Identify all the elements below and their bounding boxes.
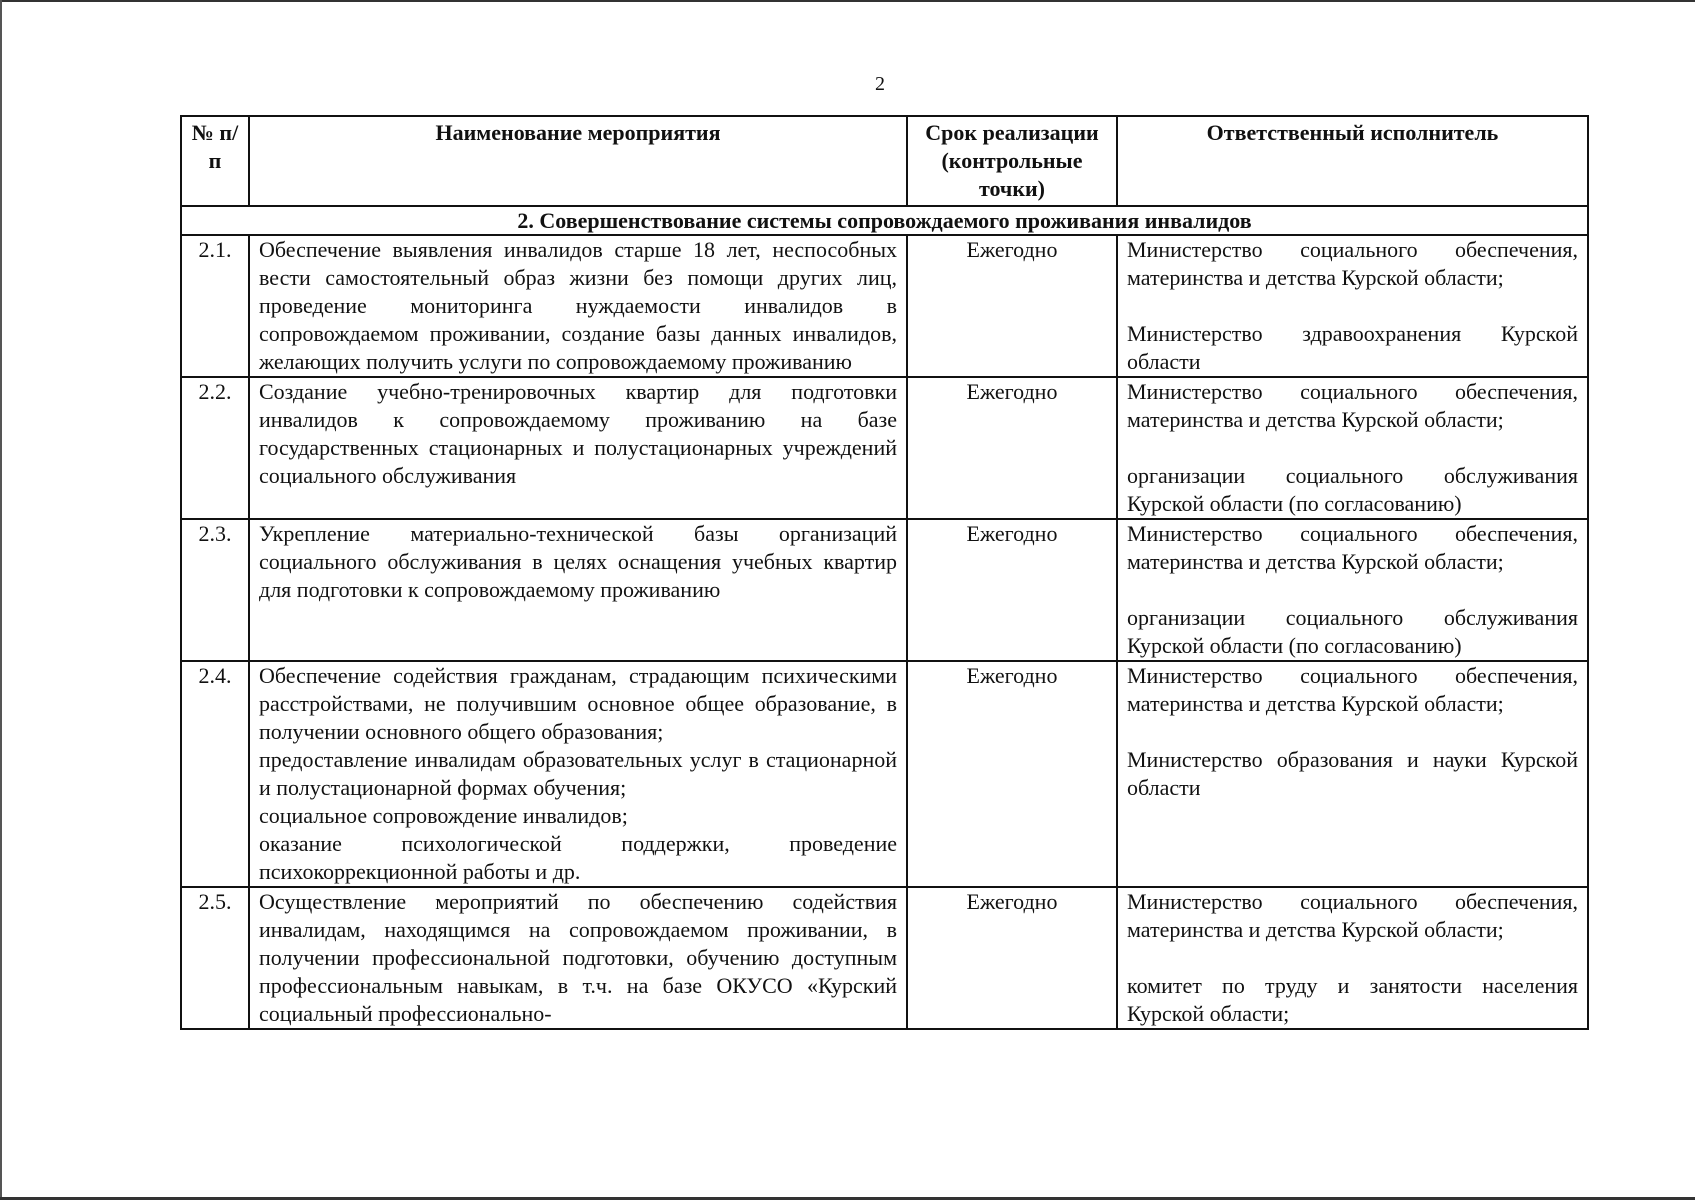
executor-text: Министерство социального обеспечения, материнства и детства Курской области; (1127, 237, 1578, 290)
executor-text: Министерство образования и науки Курской области (1127, 747, 1578, 800)
executor-text: Министерство социального обеспечения, материнства и детства Курской области; (1127, 521, 1578, 574)
row-measure-name (249, 661, 907, 887)
row-executor (1117, 519, 1588, 661)
table-row (181, 661, 1588, 887)
row-term: Ежегодно (907, 377, 1117, 519)
measure-text: Обеспечение выявления инвалидов старше 18 лет, неспособных вести самостоятельный образ жизни без помощи других лиц, проведение мониторинга нуждаемости инвалидов в сопровождаемом проживании, создание базы данных инвалидов, желающих получить услуги по сопровождаемому проживанию (259, 237, 897, 374)
row-number: 2.5. (181, 887, 249, 1029)
executor-gap (1127, 576, 1578, 604)
row-term: Ежегодно (907, 519, 1117, 661)
scan-edge-left (0, 0, 2, 1200)
row-number: 2.1. (181, 235, 249, 377)
table-header (181, 116, 1588, 206)
measure-text: оказание психологической поддержки, проведение психокоррекционной работы и др. (259, 831, 897, 884)
row-measure-name (249, 519, 907, 661)
table-body (181, 206, 1588, 1029)
row-executor (1117, 235, 1588, 377)
executor-gap (1127, 718, 1578, 746)
row-executor (1117, 377, 1588, 519)
header-name: Наименование мероприятия (249, 116, 907, 206)
section-row (181, 206, 1588, 235)
executor-gap (1127, 944, 1578, 972)
executor-text: Министерство здравоохранения Курской области (1127, 321, 1578, 374)
executor-text: организации социального обслуживания Курской области (по согласованию) (1127, 463, 1578, 516)
executor-gap (1127, 292, 1578, 320)
row-term: Ежегодно (907, 235, 1117, 377)
table-row (181, 235, 1588, 377)
executor-gap (1127, 434, 1578, 462)
row-measure-name (249, 377, 907, 519)
header-num: № п/п (181, 116, 249, 206)
measure-text: социальное сопровождение инвалидов; (259, 803, 628, 828)
executor-text: Министерство социального обеспечения, материнства и детства Курской области; (1127, 379, 1578, 432)
row-measure-name (249, 887, 907, 1029)
header-executor: Ответственный исполнитель (1117, 116, 1588, 206)
measure-text: Создание учебно-тренировочных квартир для подготовки инвалидов к сопровождаемому проживанию на базе государственных стационарных и полустационарных учреждений социального обслуживания (259, 379, 897, 488)
row-term: Ежегодно (907, 661, 1117, 887)
executor-text: организации социального обслуживания Курской области (по согласованию) (1127, 605, 1578, 658)
measure-text: Осуществление мероприятий по обеспечению содействия инвалидам, находящимся на сопровождаемом проживании, в получении профессиональной подготовки, обучению доступным профессиональным навыкам, в т.ч. на базе ОКУСО «Курский социальный профессионально- (259, 889, 897, 1026)
page-number: 2 (875, 73, 885, 95)
executor-text: Министерство социального обеспечения, материнства и детства Курской области; (1127, 889, 1578, 942)
measure-text: Укрепление материально-технической базы организаций социального обслуживания в целях оснащения учебных квартир для подготовки к сопровождаемому проживанию (259, 521, 897, 602)
header-term: Срок реализации (контрольные точки) (907, 116, 1117, 206)
table-row (181, 377, 1588, 519)
row-executor (1117, 661, 1588, 887)
measure-text: предоставление инвалидам образовательных услуг в стационарной и полустационарной формах обучения; (259, 747, 897, 800)
row-number: 2.3. (181, 519, 249, 661)
measure-text: Обеспечение содействия гражданам, страдающим психическими расстройствами, не получившим основное общее образование, в получении основного общего образования; (259, 663, 897, 744)
row-executor (1117, 887, 1588, 1029)
executor-text: комитет по труду и занятости населения Курской области; (1127, 973, 1578, 1026)
executor-text: Министерство социального обеспечения, материнства и детства Курской области; (1127, 663, 1578, 716)
row-measure-name (249, 235, 907, 377)
table-row (181, 887, 1588, 1029)
table-row (181, 519, 1588, 661)
row-number: 2.4. (181, 661, 249, 887)
measures-table (180, 115, 1589, 1030)
row-term: Ежегодно (907, 887, 1117, 1029)
section-title: 2. Совершенствование системы сопровождаемого проживания инвалидов (181, 206, 1588, 235)
row-number: 2.2. (181, 377, 249, 519)
scan-edge-top (0, 0, 1695, 2)
header-row (181, 116, 1588, 206)
